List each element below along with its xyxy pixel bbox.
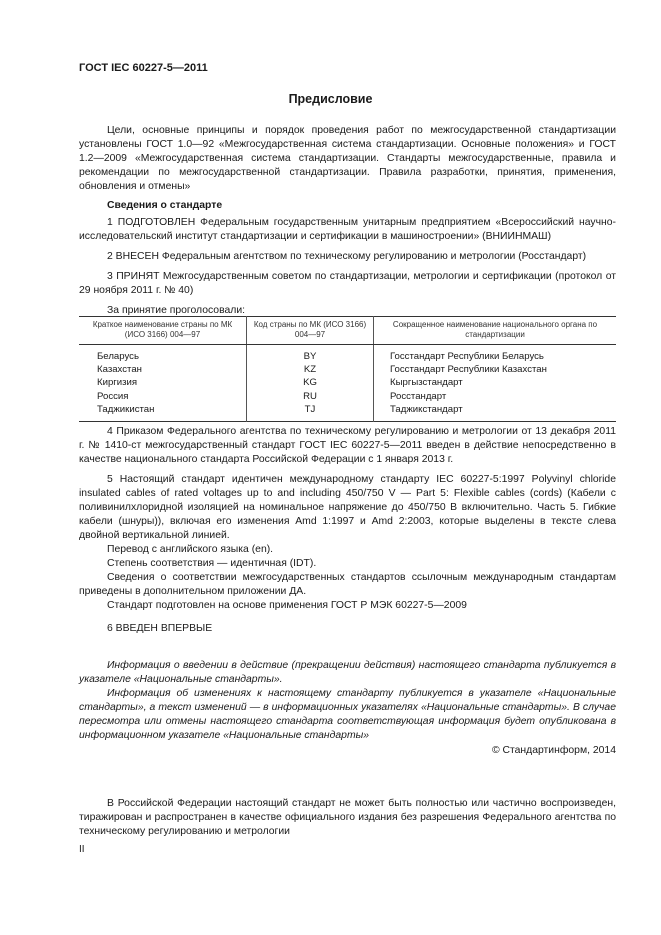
page-title: Предисловие — [288, 92, 373, 106]
copyright-line: © Стандартинформ, 2014 — [491, 745, 616, 756]
item-2-paragraph: 2 ВНЕСЕН Федеральным агентством по техническому регулированию и метрологии (Росстандарт) — [107, 251, 587, 262]
item-5-basis: Стандарт подготовлен на основе применения ГОСТ Р МЭК 60227-5—2009 — [107, 600, 467, 611]
item-5-degree: Степень соответствия — идентичная (IDT). — [107, 558, 317, 569]
items-4-6-block — [79, 425, 616, 636]
country-cell: Беларусь — [97, 351, 139, 362]
table-row — [79, 376, 616, 389]
code-cell: BY — [247, 345, 374, 364]
code-cell: KG — [247, 376, 374, 389]
voting-countries-table — [79, 316, 616, 422]
table-row — [79, 390, 616, 403]
foreword-intro-block — [79, 124, 616, 318]
table-header-row — [79, 317, 616, 345]
notice-paragraph-1: Информация о введении в действие (прекращении действия) настоящего стандарта публикуется в указателе «Национальные стандарты». — [79, 660, 616, 685]
rights-notice-block — [79, 797, 616, 839]
item-5-language: Перевод с английского языка (en). — [107, 544, 274, 555]
table-header-country: Краткое наименование страны по МК (ИСО 3166) 004—97 — [79, 317, 247, 345]
vote-intro: За принятие проголосовали: — [107, 305, 246, 316]
body-cell: Росстандарт — [374, 390, 617, 403]
item-1-paragraph: 1 ПОДГОТОВЛЕН Федеральным государственным унитарным предприятием «Всероссийский научно-исследовательский институт стандартизации и сертификации в машиностроении» (ВНИИНМАШ) — [79, 217, 616, 242]
body-cell: Госстандарт Республики Беларусь — [374, 345, 617, 364]
intro-paragraph: Цели, основные принципы и порядок проведения работ по межгосударственной стандартизации установлены ГОСТ 1.0—92 «Межгосударственная система стандартизации. Основные положения» и ГОСТ 1.2—2009 «Межгосударственная система стандартизации. Стандарты межгосударственные, правила и рекомендации по межгосударственной стандартизации. Правила разработки, принятия, применения, обновления и отмены» — [79, 125, 616, 192]
country-cell: Таджикистан — [97, 403, 155, 415]
code-cell: KZ — [247, 363, 374, 376]
item-4-paragraph: 4 Приказом Федерального агентства по техническому регулированию и метрологии от 13 декабря 2011 г. № 1410-ст межгосударственный стандарт ГОСТ IEC 60227-5—2011 введен в действие непосредственно в качестве национального стандарта Российской Федерации с 1 января 2013 г. — [79, 426, 616, 465]
rights-paragraph: В Российской Федерации настоящий стандарт не может быть полностью или частично воспроизведен, тиражирован и распространен в качестве официального издания без разрешения Федерального агентства по техническому регулированию и метрологии — [79, 798, 616, 837]
body-cell: Кыргызстандарт — [374, 376, 617, 389]
body-cell: Госстандарт Республики Казахстан — [374, 363, 617, 376]
body-cell: Таджикстандарт — [374, 403, 617, 422]
table-row — [79, 403, 616, 422]
table-header-body: Сокращенное наименование национального органа по стандартизации — [374, 317, 617, 345]
publication-notice-block — [79, 659, 616, 743]
country-cell: Казахстан — [97, 364, 142, 376]
page-number: II — [79, 844, 85, 855]
document-header-id: ГОСТ IEC 60227-5—2011 — [79, 62, 208, 74]
code-cell: TJ — [247, 403, 374, 422]
section-heading: Сведения о стандарте — [107, 200, 223, 211]
country-cell: Киргизия — [97, 377, 138, 389]
table-row — [79, 345, 616, 364]
item-6-paragraph: 6 ВВЕДЕН ВПЕРВЫЕ — [107, 623, 213, 634]
table-row — [79, 363, 616, 376]
code-cell: RU — [247, 390, 374, 403]
item-3-paragraph: 3 ПРИНЯТ Межгосударственным советом по стандартизации, метрологии и сертификации (протокол от 29 ноября 2011 г. № 40) — [79, 271, 616, 296]
table-header-code: Код страны по МК (ИСО 3166) 004—97 — [247, 317, 374, 345]
country-cell: Россия — [97, 390, 129, 402]
notice-paragraph-2: Информация об изменениях к настоящему стандарту публикуется в указателе «Национальные стандарты», а текст изменений — в информационных указателях «Национальные стандарты». В случае пересмотра или отмены настоящего стандарта соответствующая информация будет опубликована в информационном указателе «Национальные стандарты» — [79, 688, 616, 741]
item-5-paragraph: 5 Настоящий стандарт идентичен международному стандарту IEC 60227-5:1997 Polyvinyl chloride insulated cables of rated voltages up to and including 450/750 V — Part 5: Flexible cables (cords) (Кабели с поливинилхлоридной изоляцией на номинальное напряжение до 450/750 В включительно. Часть 5. Гибкие кабели (шнуры)), включая его изменения Amd 1:1997 и Amd 2:2003, которые выделены в тексте слева двойной вертикальной линией. — [79, 474, 616, 541]
item-5-references: Сведения о соответствии межгосударственных стандартов ссылочным международным стандартам приведены в дополнительном приложении ДА. — [79, 572, 616, 597]
